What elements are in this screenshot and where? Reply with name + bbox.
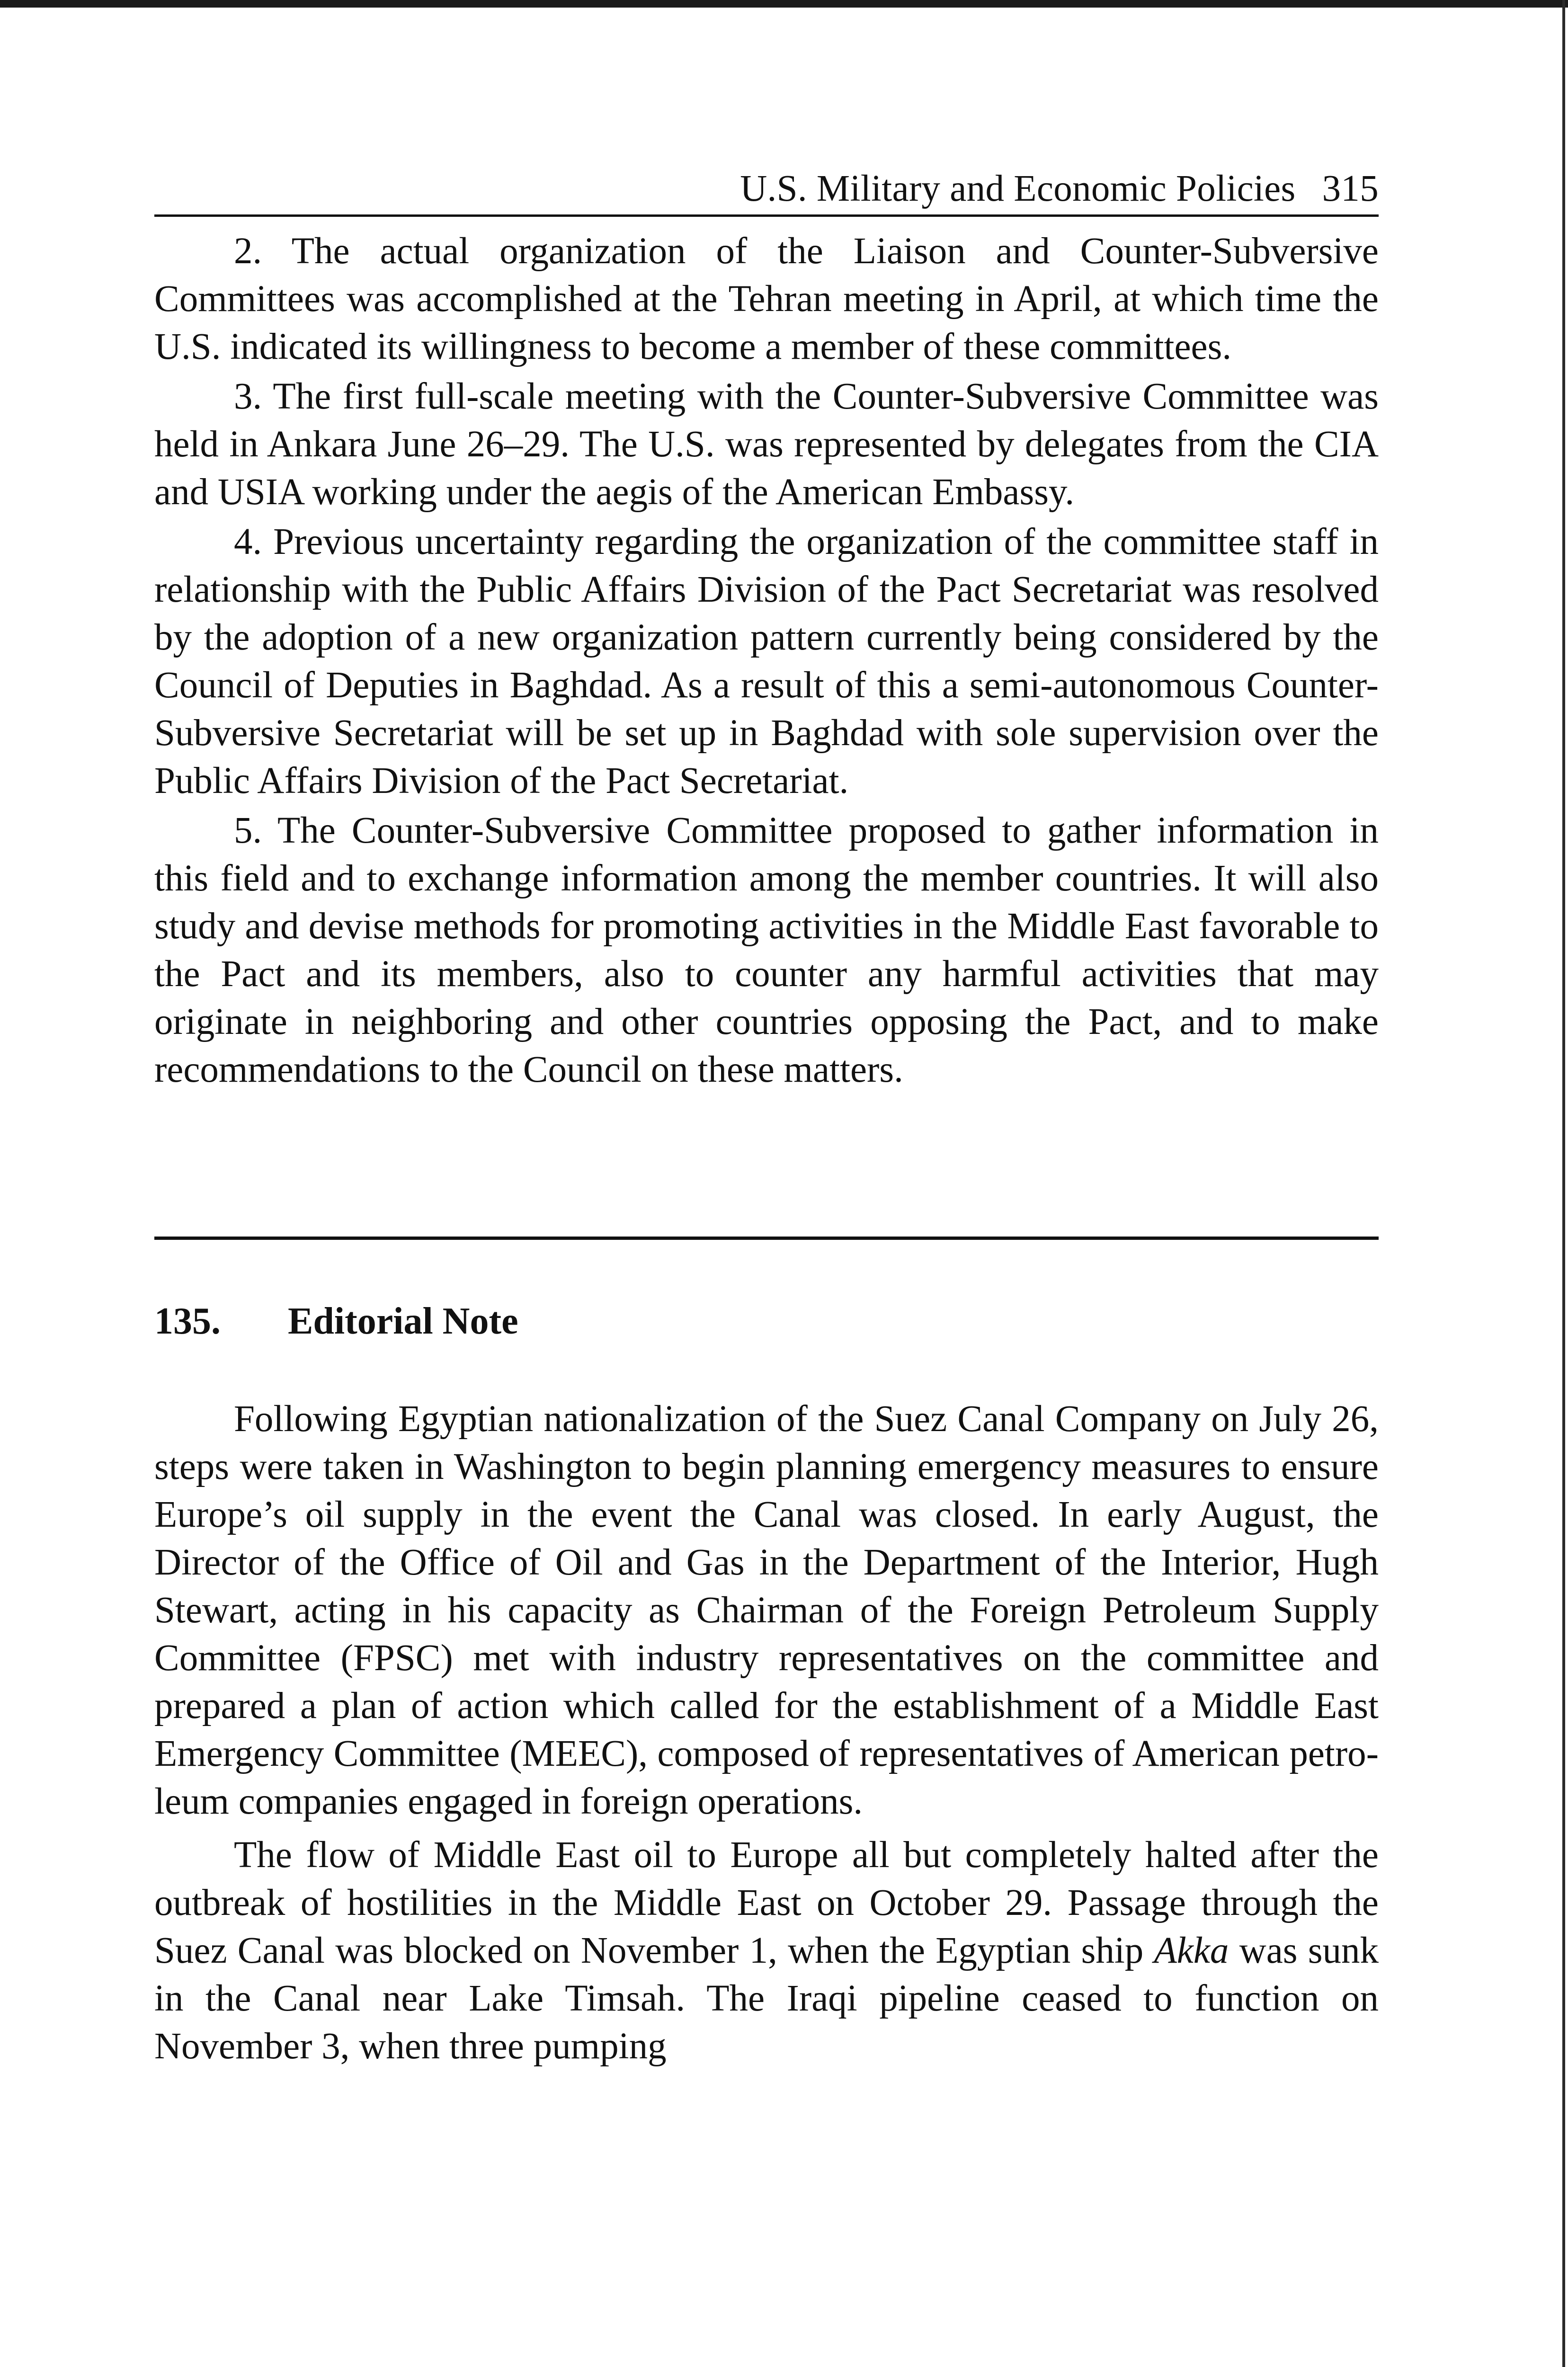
- paragraph-item-4: 4. Previous uncertainty regarding the organization of the committee staff in relationship with the Public Affairs Division of the Pact Secretariat was resolved by the adoption of a new organization pattern currently being considered by the Council of Deputies in Baghdad. As a result of this a semi-autonomous Counter-Subversive Secretariat will be set up in Baghdad with sole supervision over the Public Affairs Division of the Pact Secretariat.: [154, 521, 1379, 801]
- section-heading: [154, 1298, 1379, 1345]
- section-divider-rule: [154, 1237, 1379, 1240]
- section-title: Editorial Note: [288, 1300, 518, 1342]
- editorial-text-after-ship: was sunk in the Canal near Lake Timsah. The Iraqi pipeline ceased to function on November 3, when three pumping: [154, 1930, 1379, 2067]
- ship-name: Akka: [1154, 1930, 1229, 1971]
- editorial-paragraph: [154, 1831, 1379, 2070]
- paragraph-item-2: 2. The actual organization of the Liaison and Counter-Subversive Committees was accomplished at the Tehran meeting in April, at which time the U.S. indicated its willingness to become a member of these committees.: [154, 231, 1379, 367]
- editorial-note-body: [154, 1395, 1379, 2070]
- scan-right-edge: [1562, 0, 1565, 2367]
- scan-top-edge: [0, 0, 1568, 8]
- section-number: 135.: [154, 1300, 221, 1342]
- document-page: [154, 161, 1379, 2076]
- numbered-paragraphs: [154, 227, 1379, 1094]
- paragraph-item-3: 3. The first full-scale meeting with the Counter-Subversive Committee was held in Ankara June 26–29. The U.S. was represented by delegates from the CIA and USIA working under the aegis of the American Embassy.: [154, 376, 1379, 513]
- running-head: [154, 161, 1379, 217]
- running-head-title: U.S. Military and Economic Policies: [740, 168, 1296, 209]
- page-number: 315: [1322, 168, 1379, 209]
- editorial-text-before-ship: The flow of Middle East oil to Europe all but completely halted after the outbreak of hostilities in the Middle East on October 29. Passage through the Suez Canal was blocked on November 1, when the Egyptian ship: [154, 1834, 1379, 1971]
- editorial-paragraph: Following Egyptian nationalization of the Suez Canal Company on July 26, steps were taken in Washington to begin planning emergency measures to ensure Europe’s oil supply in the event the Canal was closed. In early August, the Director of the Office of Oil and Gas in the Department of the Interior, Hugh Stewart, acting in his capacity as Chairman of the Foreign Petroleum Supply Committee (FPSC) met with industry representatives on the committee and prepared a plan of action which called for the establishment of a Middle East Emergency Committee (MEEC), composed of representatives of American petroleum companies engaged in foreign operations.: [154, 1398, 1379, 1822]
- paragraph-item-5: 5. The Counter-Subversive Committee proposed to gather information in this field and to exchange information among the member countries. It will also study and devise methods for promoting activities in the Middle East favorable to the Pact and its members, also to counter any harmful activities that may originate in neighboring and other countries opposing the Pact, and to make recommendations to the Council on these matters.: [154, 810, 1379, 1090]
